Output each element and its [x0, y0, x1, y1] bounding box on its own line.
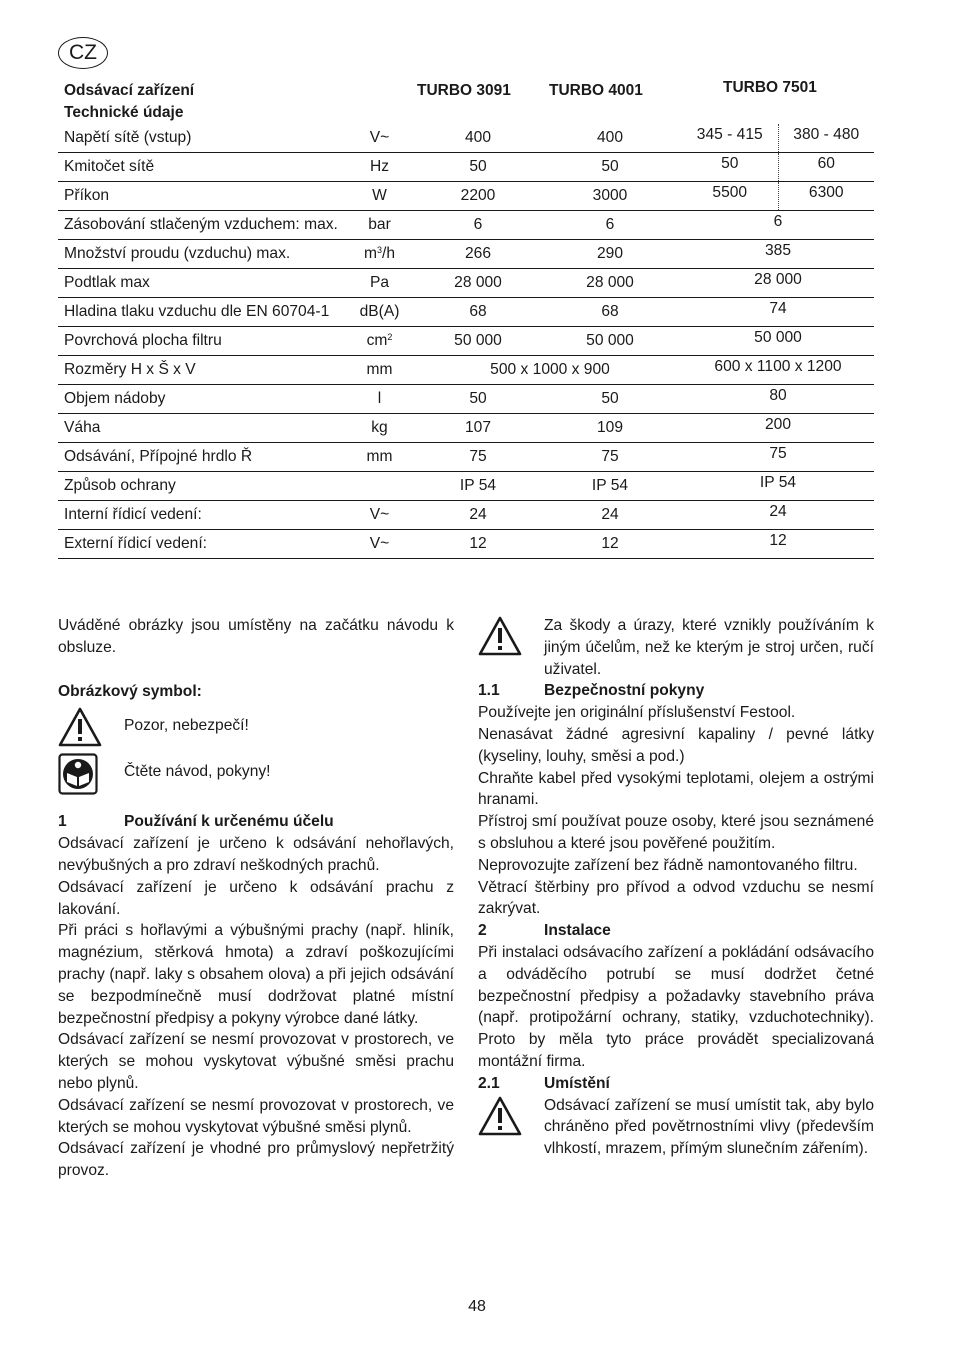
spec-cell-value-4001: 400	[538, 124, 682, 153]
spec-row	[58, 298, 874, 327]
spec-cell-value-7501: 6	[682, 211, 874, 240]
spec-cell-value-7501: 28 000	[682, 269, 874, 298]
section-1-1-para-2: Nenasávat žádné agresivní kapaliny / pevné látky (kyseliny, louhy, směsi a pod.)	[478, 725, 874, 765]
spec-cell-value-7501: 80	[682, 385, 874, 414]
unit-superscript: 3	[376, 245, 382, 255]
spec-cell-value-3091: 28 000	[418, 269, 538, 298]
section-2-heading	[478, 920, 874, 942]
spec-table-body	[58, 124, 874, 559]
section-1-1-para-4: Přístroj smí používat pouze osoby, které jsou seznámené s obsluhou a které jsou pověřené použitím.	[478, 813, 874, 852]
spec-cell-name: Zásobování stlačeným vzduchem: max.	[58, 211, 341, 240]
spec-cell-value-7501-a: 345 - 415	[682, 124, 778, 153]
spec-cell-name: Kmitočet sítě	[58, 153, 341, 182]
spec-cell-unit: V~	[341, 530, 418, 559]
read-manual-icon	[58, 753, 98, 802]
spec-cell-value-3091: 75	[418, 443, 538, 472]
spec-cell-value-4001: 3000	[538, 182, 682, 211]
spec-cell-unit: Pa	[341, 269, 418, 298]
spec-cell-value-4001: 68	[538, 298, 682, 327]
spec-cell-value-7501: 385	[682, 240, 874, 269]
section-1-heading	[58, 811, 454, 833]
section-2-title: Instalace	[544, 922, 611, 940]
warning-icon	[58, 707, 102, 754]
spec-cell-unit: Hz	[341, 153, 418, 182]
spec-row	[58, 240, 874, 269]
unit-rest: /h	[382, 245, 396, 262]
spec-cell-value-7501-a: 5500	[682, 182, 778, 211]
spec-cell-value-7501: 12	[682, 530, 874, 559]
section-1-para-1: Odsávací zařízení je určeno k odsávání nehořlavých, nevýbušných a pro zdraví neškodných prachů.	[58, 835, 454, 874]
spec-cell-value-3091: 50	[418, 385, 538, 414]
spec-cell-value-3091: 68	[418, 298, 538, 327]
spec-cell-unit: kg	[341, 414, 418, 443]
section-2-1-number: 2.1	[478, 1074, 500, 1092]
section-1-title: Používání k určenému účelu	[124, 813, 334, 831]
section-2-1-para-1: Odsávací zařízení se musí umístit tak, aby bylo chráněno před povětrnostními vlivy (především vlhkostí, mrazem, přímým slunečním zářením).	[544, 1096, 874, 1158]
spec-cell-name: Množství proudu (vzduchu) max.	[58, 240, 341, 269]
spec-row	[58, 414, 874, 443]
model-header-7501: TURBO 7501	[723, 79, 817, 96]
spec-title	[64, 80, 194, 124]
section-1-number: 1	[58, 813, 67, 831]
spec-cell-value-3091: 400	[418, 124, 538, 153]
spec-cell-value-7501: IP 54	[682, 472, 874, 501]
spec-row	[58, 501, 874, 530]
spec-cell-value-4001: 290	[538, 240, 682, 269]
spec-cell-name: Napětí sítě (vstup)	[58, 124, 341, 153]
spec-cell-value-4001: 24	[538, 501, 682, 530]
unit-base: m	[363, 245, 377, 262]
section-1-para-4: Odsávací zařízení se nesmí provozovat v prostorech, ve kterých se mohou vyskytovat výbušné směsi prachu nebo plynů.	[58, 1031, 454, 1092]
unit-superscript: 2	[387, 332, 393, 342]
warning-icon	[478, 1096, 522, 1143]
spec-cell-value-3091: 6	[418, 211, 538, 240]
spec-row	[58, 182, 874, 211]
section-1-1-para-5: Neprovozujte zařízení bez řádně namontovaného filtru.	[478, 856, 858, 874]
right-column	[478, 615, 874, 1160]
section-2-para-1: Při instalaci odsávacího zařízení a pokládání odsávacího a odváděcího potrubí se musí dodržet četné bezpečnostní předpisy a požadavky stavebního práva (např. protipožární ochrany, statiky, vzduchotechniky). Proto by měla tyto práce provádět specializovaná montážní firma.	[478, 943, 874, 1070]
section-2-1-heading	[478, 1073, 874, 1095]
spec-cell-name: Povrchová plocha filtru	[58, 327, 341, 356]
spec-cell-value-7501-a: 50	[682, 153, 778, 182]
spec-cell-value-3091: 266	[418, 240, 538, 269]
spec-table	[58, 124, 874, 559]
spec-cell-value-7501: 50 000	[682, 327, 874, 356]
spec-row	[58, 269, 874, 298]
spec-cell-unit: W	[341, 182, 418, 211]
spec-row	[58, 530, 874, 559]
spec-cell-unit: l	[341, 385, 418, 414]
spec-cell-value-4001: IP 54	[538, 472, 682, 501]
spec-cell-value-7501-b: 380 - 480	[778, 124, 874, 153]
symbol-manual	[58, 753, 454, 797]
spec-cell-unit: mm	[341, 356, 418, 385]
spec-row	[58, 153, 874, 182]
spec-cell-value-7501: 600 x 1100 x 1200	[682, 356, 874, 385]
symbol-manual-label: Čtěte návod, pokyny!	[124, 763, 271, 781]
spec-cell-unit	[341, 240, 418, 269]
spec-cell-value-4001: 12	[538, 530, 682, 559]
section-1-1-para-1: Používejte jen originální příslušenství Festool.	[478, 704, 796, 722]
section-1-1-para-3: Chraňte kabel před vysokými teplotami, olejem a ostrými hranami.	[478, 769, 874, 809]
spec-cell-unit: mm	[341, 443, 418, 472]
spec-cell-unit: V~	[341, 124, 418, 153]
section-1-1-heading	[478, 680, 874, 702]
spec-cell-value-4001: 50	[538, 153, 682, 182]
spec-cell-name: Objem nádoby	[58, 385, 341, 414]
spec-cell-value-4001: 50 000	[538, 327, 682, 356]
spec-cell-name: Odsávání, Přípojné hrdlo Ř	[58, 443, 341, 472]
section-1-para-5: Odsávací zařízení se nesmí provozovat v prostorech, ve kterých se mohou vyskytovat výbušné směsi plynů.	[58, 1096, 454, 1136]
spec-cell-value-3091: IP 54	[418, 472, 538, 501]
section-2-number: 2	[478, 922, 487, 940]
symbols-heading: Obrázkový symbol:	[58, 682, 202, 700]
symbol-warning	[58, 707, 454, 751]
spec-cell-value-3091: 24	[418, 501, 538, 530]
spec-row	[58, 472, 874, 501]
spec-cell-name: Hladina tlaku vzduchu dle EN 60704-1	[58, 298, 341, 327]
spec-cell-unit	[341, 327, 418, 356]
spec-title-line2: Technické údaje	[64, 104, 184, 121]
section-2-1-title: Umístění	[544, 1074, 610, 1092]
spec-cell-value-4001: 109	[538, 414, 682, 443]
spec-cell-unit: V~	[341, 501, 418, 530]
spec-row	[58, 385, 874, 414]
spec-cell-value-3091: 50 000	[418, 327, 538, 356]
spec-cell-value-3091: 107	[418, 414, 538, 443]
spec-cell-unit: bar	[341, 211, 418, 240]
spec-cell-value-7501: 24	[682, 501, 874, 530]
misuse-warning-text: Za škody a úrazy, které vznikly používáním k jiným účelům, než ke kterým je stroj určen, ručí uživatel.	[544, 617, 874, 678]
warning-icon	[478, 616, 522, 663]
spec-cell-value-7501: 74	[682, 298, 874, 327]
spec-row	[58, 356, 874, 385]
spec-cell-value-3091: 50	[418, 153, 538, 182]
misuse-warning	[478, 615, 874, 680]
spec-cell-value-4001: 75	[538, 443, 682, 472]
spec-row	[58, 124, 874, 153]
unit-base: cm	[366, 332, 388, 349]
spec-cell-name: Externí řídicí vedení:	[58, 530, 341, 559]
section-1-para-6: Odsávací zařízení je vhodné pro průmyslový nepřetržitý provoz.	[58, 1140, 454, 1180]
spec-row	[58, 211, 874, 240]
spec-cell-name: Podtlak max	[58, 269, 341, 298]
spec-cell-value-7501: 200	[682, 414, 874, 443]
symbol-warning-label: Pozor, nebezpečí!	[124, 717, 249, 735]
spec-cell-name: Příkon	[58, 182, 341, 211]
spec-cell-value-7501-b: 6300	[778, 182, 874, 211]
spec-cell-value-7501: 75	[682, 443, 874, 472]
spec-cell-name: Interní řídicí vedení:	[58, 501, 341, 530]
model-header-4001: TURBO 4001	[549, 82, 643, 99]
spec-cell-value-3091-4001: 500 x 1000 x 900	[418, 356, 682, 385]
page-number: 48	[468, 1298, 486, 1315]
section-1-1-number: 1.1	[478, 682, 500, 700]
spec-cell-value-7501-b: 60	[778, 153, 874, 182]
spec-cell-unit: dB(A)	[341, 298, 418, 327]
model-header-3091: TURBO 3091	[417, 82, 511, 99]
intro-text: Uváděné obrázky jsou umístěny na začátku návodu k obsluze.	[58, 617, 454, 656]
spec-title-line1: Odsávací zařízení	[64, 82, 195, 99]
spec-cell-name: Způsob ochrany	[58, 472, 341, 501]
left-column	[58, 615, 454, 1182]
spec-cell-value-4001: 6	[538, 211, 682, 240]
spec-cell-value-4001: 28 000	[538, 269, 682, 298]
spec-cell-value-3091: 2200	[418, 182, 538, 211]
section-1-para-2: Odsávací zařízení je určeno k odsávání prachu z lakování.	[58, 878, 454, 918]
spec-cell-value-4001: 50	[538, 385, 682, 414]
section-1-1-para-6: Větrací štěrbiny pro přívod a odvod vzduchu se nesmí zakrývat.	[478, 878, 874, 918]
section-1-1-title: Bezpečnostní pokyny	[544, 682, 705, 700]
spec-cell-value-3091: 12	[418, 530, 538, 559]
spec-cell-name: Váha	[58, 414, 341, 443]
spec-row	[58, 327, 874, 356]
section-1-para-3: Při práci s hořlavými a výbušnými prachy (např. hliník, magnézium, stěrková hmota) a zdraví poškozujícími prachy (např. laky s obsahem olova) a při jejich odsávání se bezpodmínečně musí dodržovat platné místní bezpečnostní předpisy a pokyny výrobce dané látky.	[58, 922, 454, 1027]
spec-cell-name: Rozměry H x Š x V	[58, 356, 341, 385]
spec-row	[58, 443, 874, 472]
placement-warning	[478, 1095, 874, 1160]
language-badge: CZ	[58, 37, 108, 69]
spec-cell-unit	[341, 472, 418, 501]
